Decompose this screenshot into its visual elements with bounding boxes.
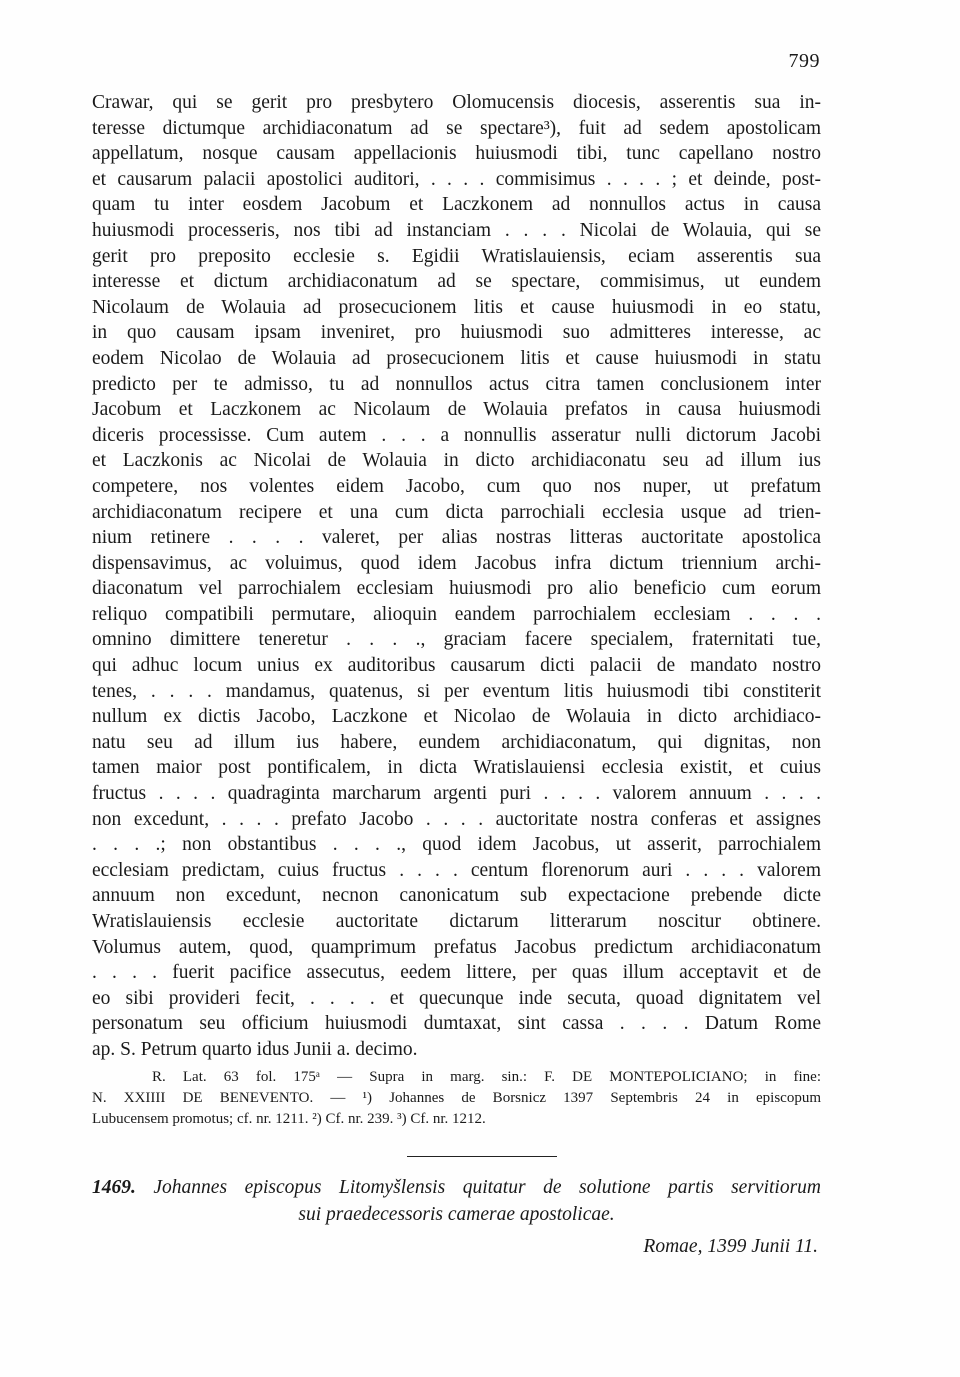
body-line: interesse et dictum archidiaconatum ad se spectare, commisimus, ut eundem bbox=[92, 271, 821, 293]
body-line: teresse dictumque archidiaconatum ad se spectare³), fuit ad sedem apostolicam bbox=[92, 117, 821, 139]
body-line: nullum ex dictis Jacobo, Laczkone et Nicolao de Wolauia in dicto archidiaco- bbox=[92, 706, 821, 728]
body-line: . . . .; non obstantibus . . . ., quod idem Jacobus, ut asserit, parrochialem bbox=[92, 834, 821, 856]
body-line: diceris processisse. Cum autem . . . a nonnullis asseratur nulli dictorum Jacobi bbox=[92, 424, 821, 446]
body-line: . . . . fuerit pacifice assecutus, eedem littere, per quas illum acceptavit et de bbox=[92, 962, 821, 984]
body-line: tenes, . . . . mandamus, quatenus, si per eventum litis huiusmodi tibi constiterit bbox=[92, 680, 821, 702]
body-line: ecclesiam predictam, cuius fructus . . . . centum florenorum auri . . . . valorem bbox=[92, 859, 821, 881]
body-line: et Laczkonis ac Nicolai de Wolauia in dicto archidiaconatu seu ad illum ius bbox=[92, 450, 821, 472]
section-divider bbox=[407, 1156, 557, 1157]
regest-number: 1469. bbox=[92, 1177, 136, 1198]
body-line: Volumus autem, quod, quamprimum prefatus Jacobus predictum archidiaconatum bbox=[92, 936, 821, 958]
regest-date: Romae, 1399 Junii 11. bbox=[643, 1236, 818, 1257]
body-line: omnino dimittere teneretur . . . ., graciam facere specialem, fraternitati tue, bbox=[92, 629, 821, 651]
body-line: Crawar, qui se gerit pro presbytero Olomucensis diocesis, asserentis sua in- bbox=[92, 92, 821, 113]
body-line: dispensavimus, ac voluimus, quod idem Jacobus infra dictum triennium archi- bbox=[92, 552, 821, 574]
body-line: predicto per te admisso, tu ad nonnullos actus citra tamen conclusionem inter bbox=[92, 373, 821, 395]
body-line: et causarum palacii apostolici auditori, . . . . commisimus . . . . ; et deinde, post- bbox=[92, 168, 821, 190]
body-line: archidiaconatum recipere et una cum dicta parrochiali ecclesia usque ad trien- bbox=[92, 501, 821, 523]
regest-title-line bbox=[92, 1174, 821, 1201]
source-notes bbox=[92, 1067, 821, 1130]
body-line: diaconatum vel parrochialem ecclesiam huiusmodi pro alio beneficio cum eorum bbox=[92, 578, 821, 600]
body-line: tamen maior post pontificalem, in dicta Wratislauiensi ecclesia existit, et cuius bbox=[92, 757, 821, 779]
body-line: gerit pro preposito ecclesie s. Egidii Wratislauiensis, eciam asserentis sua bbox=[92, 245, 821, 267]
body-line: fructus . . . . quadraginta marcharum argenti puri . . . . valorem annuum . . . . bbox=[92, 783, 821, 805]
body-line: competere, nos volentes eidem Jacobo, cum quo nos nuper, ut prefatum bbox=[92, 475, 821, 497]
body-line: non excedunt, . . . . prefato Jacobo . . . . auctoritate nostra conferas et assignes bbox=[92, 808, 821, 830]
body-line: Nicolaum de Wolauia ad prosecucionem litis et cause huiusmodi in eo statu, bbox=[92, 296, 821, 318]
body-line: Wratislauiensis ecclesie auctoritate dictarum litterarum noscitur obtinere. bbox=[92, 911, 821, 932]
body-line: annuum non excedunt, necnon canonicatum sub expectacione prebende dicte bbox=[92, 885, 821, 907]
body-text bbox=[92, 90, 821, 1063]
note-line: N. XXIIII DE BENEVENTO. — ¹) Johannes de Borsnicz 1397 Septembris 24 in episcopum bbox=[92, 1090, 821, 1106]
body-line: nium retinere . . . . valeret, per alias nostras litteras auctoritate apostolica bbox=[92, 527, 821, 549]
note-line: Lubucensem promotus; cf. nr. 1211. ²) Cf. nr. 239. ³) Cf. nr. 1212. bbox=[92, 1111, 486, 1127]
body-line: reliquo compatibili permutare, alioquin eandem parrochialem ecclesiam . . . . bbox=[92, 603, 821, 625]
body-line: qui adhuc locum unius ex auditoribus causarum dicti palacii de mandato nostro bbox=[92, 655, 821, 677]
body-line: eodem Nicolao de Wolauia ad prosecucionem litis et cause huiusmodi in statu bbox=[92, 347, 821, 369]
body-line: huiusmodi processeris, nos tibi ad instanciam . . . . Nicolai de Wolauia, qui se bbox=[92, 219, 821, 241]
body-line: personatum seu officium huiusmodi dumtaxat, sint cassa . . . . Datum Rome bbox=[92, 1013, 821, 1035]
body-line: ap. S. Petrum quarto idus Junii a. decimo. bbox=[92, 1038, 418, 1060]
regest-title-continuation: sui praedecessoris camerae apostolicae. bbox=[298, 1204, 615, 1225]
body-line: eo sibi provideri fecit, . . . . et quecunque inde secuta, quoad dignitatem vel bbox=[92, 987, 821, 1009]
regest-title: Johannes episcopus Litomyšlensis quitatur de solutione partis servitiorum bbox=[153, 1177, 821, 1198]
body-line: in quo causam ipsam inveniret, pro huiusmodi suo admitteres interesse, ac bbox=[92, 322, 821, 344]
body-line: quam tu inter eosdem Jacobum et Laczkonem ad nonnullos actus in causa bbox=[92, 194, 821, 216]
body-line: appellatum, nosque causam appellacionis huiusmodi tibi, tunc capellano nostro bbox=[92, 143, 821, 165]
body-line: natu seu ad illum ius habere, eundem archidiaconatum, qui dignitas, non bbox=[92, 731, 821, 753]
note-line: R. Lat. 63 fol. 175ᵃ — Supra in marg. sin.: F. DE MONTEPOLICIANO; in fine: bbox=[152, 1069, 821, 1085]
page-number: 799 bbox=[788, 50, 820, 72]
regest-heading bbox=[92, 1174, 821, 1228]
body-line: Jacobum et Laczkonem ac Nicolaum de Wolauia prefatos in causa huiusmodi bbox=[92, 399, 821, 421]
